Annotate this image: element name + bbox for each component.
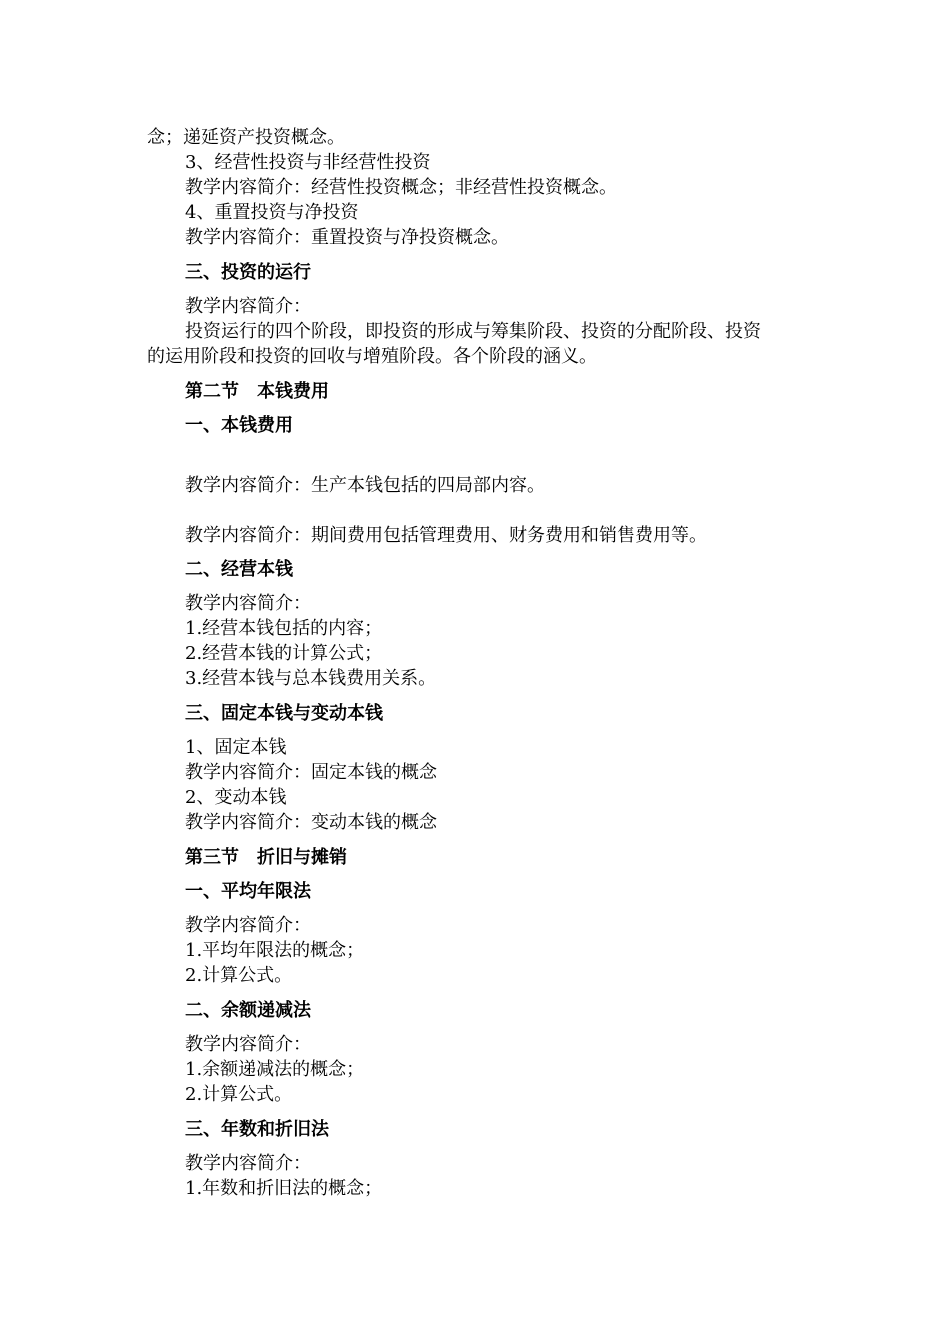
paragraph-line: 教学内容简介： bbox=[185, 915, 311, 936]
list-item: 3.经营本钱与总本钱费用关系。 bbox=[185, 668, 437, 689]
paragraph-line: 教学内容简介：生产本钱包括的四局部内容。 bbox=[185, 475, 545, 496]
list-item: 2.经营本钱的计算公式； bbox=[185, 643, 383, 664]
paragraph-line: 教学内容简介： bbox=[185, 296, 311, 317]
list-item: 2.计算公式。 bbox=[185, 1084, 293, 1105]
paragraph-line: 的运用阶段和投资的回收与增殖阶段。各个阶段的涵义。 bbox=[147, 346, 597, 367]
paragraph-line: 教学内容简介：重置投资与净投资概念。 bbox=[185, 227, 509, 248]
subsection-title: 4、重置投资与净投资 bbox=[185, 202, 359, 223]
section-heading: 一、平均年限法 bbox=[185, 881, 311, 902]
paragraph-line: 教学内容简介： bbox=[185, 1034, 311, 1055]
paragraph-line: 教学内容简介：变动本钱的概念 bbox=[185, 812, 437, 833]
list-item: 1.经营本钱包括的内容； bbox=[185, 618, 383, 639]
list-item: 1.余额递减法的概念； bbox=[185, 1059, 365, 1080]
section-heading: 一、本钱费用 bbox=[185, 415, 293, 436]
paragraph-line: 念；递延资产投资概念。 bbox=[147, 127, 345, 148]
section-heading: 二、余额递减法 bbox=[185, 1000, 311, 1021]
chapter-section-heading: 第三节 折旧与摊销 bbox=[185, 847, 347, 868]
subsection-title: 2、变动本钱 bbox=[185, 787, 287, 808]
paragraph-line: 投资运行的四个阶段，即投资的形成与筹集阶段、投资的分配阶段、投资 bbox=[185, 321, 761, 342]
subsection-title: 1、固定本钱 bbox=[185, 737, 287, 758]
paragraph-line: 教学内容简介： bbox=[185, 1153, 311, 1174]
list-item: 1.平均年限法的概念； bbox=[185, 940, 365, 961]
list-item: 1.年数和折旧法的概念； bbox=[185, 1178, 383, 1199]
paragraph-line: 教学内容简介：期间费用包括管理费用、财务费用和销售费用等。 bbox=[185, 525, 707, 546]
section-heading: 三、固定本钱与变动本钱 bbox=[185, 703, 383, 724]
subsection-title: 3、经营性投资与非经营性投资 bbox=[185, 152, 431, 173]
chapter-section-heading: 第二节 本钱费用 bbox=[185, 381, 329, 402]
paragraph-line: 教学内容简介：固定本钱的概念 bbox=[185, 762, 437, 783]
section-heading: 二、经营本钱 bbox=[185, 559, 293, 580]
paragraph-line: 教学内容简介： bbox=[185, 593, 311, 614]
section-heading: 三、年数和折旧法 bbox=[185, 1119, 329, 1140]
section-heading: 三、投资的运行 bbox=[185, 262, 311, 283]
list-item: 2.计算公式。 bbox=[185, 965, 293, 986]
paragraph-line: 教学内容简介：经营性投资概念；非经营性投资概念。 bbox=[185, 177, 617, 198]
